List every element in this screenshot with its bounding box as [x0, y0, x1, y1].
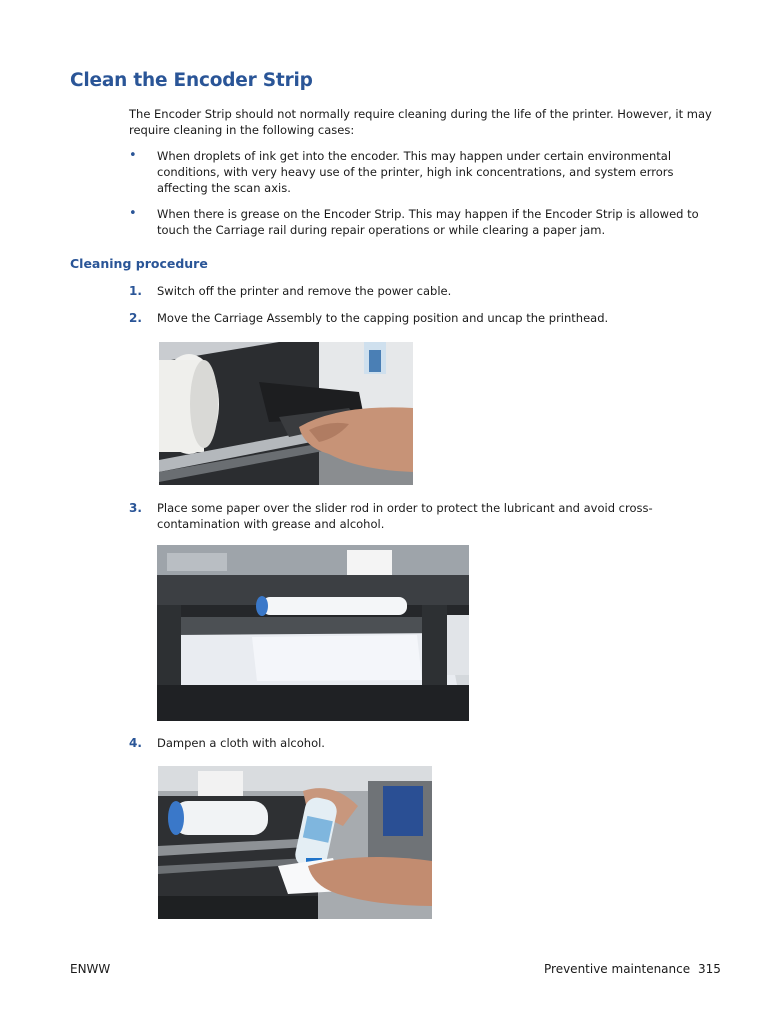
- step-1: [129, 283, 689, 299]
- step-number: 1.: [129, 284, 142, 298]
- step-number: 4.: [129, 736, 142, 750]
- step-text: Switch off the printer and remove the power cable.: [157, 284, 452, 298]
- footer-section-name: Preventive maintenance: [544, 962, 691, 976]
- step-number: 2.: [129, 311, 142, 325]
- photo-carriage-capping: [159, 342, 413, 485]
- step-number: 3.: [129, 501, 142, 515]
- bullet-list: [129, 148, 719, 238]
- list-item: [129, 148, 719, 196]
- page-title: Clean the Encoder Strip: [70, 70, 313, 91]
- list-item: [129, 206, 719, 238]
- bullet-text: When there is grease on the Encoder Strip. This may happen if the Encoder Strip is allowed to touch the Carriage rail during repair operations or while clearing a paper jam.: [157, 207, 699, 237]
- step-text: Move the Carriage Assembly to the capping position and uncap the printhead.: [157, 311, 609, 325]
- bullet-text: When droplets of ink get into the encoder. This may happen under certain environmental conditions, with very heavy use of the printer, high ink concentrations, and system errors affecting the scan axis.: [157, 149, 674, 195]
- bullet-icon: •: [129, 206, 137, 221]
- footer-enww: ENWW: [70, 962, 111, 976]
- step-3: [129, 500, 689, 532]
- intro-paragraph: The Encoder Strip should not normally require cleaning during the life of the printer. However, it may require cleaning in the following cases:: [129, 107, 712, 137]
- step-text: Dampen a cloth with alcohol.: [157, 736, 325, 750]
- photo-paper-over-slider: [157, 545, 469, 721]
- section-heading: Cleaning procedure: [70, 256, 208, 271]
- bullet-icon: •: [129, 148, 137, 163]
- page-number: 315: [698, 962, 721, 976]
- step-4: [129, 735, 689, 751]
- step-2: [129, 310, 689, 326]
- step-text: Place some paper over the slider rod in order to protect the lubricant and avoid cross-contamination with grease and alcohol.: [157, 501, 653, 531]
- photo-dampen-cloth: [158, 766, 432, 919]
